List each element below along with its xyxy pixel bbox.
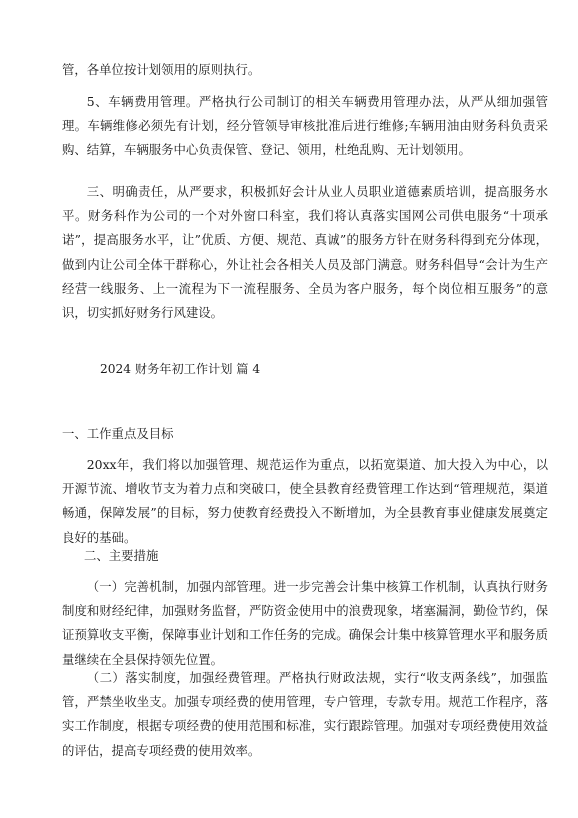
heading-goals: 一、工作重点及目标	[62, 426, 174, 441]
paragraph-responsibility	[62, 180, 548, 325]
paragraph-measure-1	[62, 575, 548, 672]
paragraph-text: （一）完善机制，加强内部管理。进一步完善会计集中核算工作机制，认真执行财务制度和财经纪律，加强财务监督，严防资金使用中的浪费现象，堵塞漏洞，勤俭节约，保证预算收支平衡，保障事业计划和工作任务的完成。确保会计集中核算管理水平和服务质量继续在全县保持领先位置。	[62, 579, 548, 667]
paragraph-measure-2	[62, 666, 548, 763]
paragraph-text: 5、车辆费用管理。严格执行公司制订的相关车辆费用管理办法，从严从细加强管理。车辆维修必须先有计划，经分管领导审核批准后进行维修;车辆用油由财务科负责采购、结算，车辆服务中心负责保管、登记、领用，杜绝乱购、无计划领用。	[62, 94, 548, 158]
section-title: 2024 财务年初工作计划 篇 4	[100, 362, 261, 376]
paragraph-vehicle-costs	[62, 90, 548, 163]
paragraph-text: （二）落实制度，加强经费管理。严格执行财政法规，实行“收支两条线”，加强监管，严禁坐收坐支。加强专项经费的使用管理，专户管理，专款专用。规范工作程序，落实工作制度，根据专项经费的使用范围和标准，实行跟踪管理。加强对专项经费使用效益的评估，提高专项经费的使用效率。	[62, 670, 548, 758]
paragraph-continuation	[62, 58, 548, 82]
paragraph-text: 三、明确责任，从严要求，积极抓好会计从业人员职业道德素质培训，提高服务水平。财务科作为公司的一个对外窗口科室，我们将认真落实国网公司供电服务“十项承诺”，提高服务水平，让”优质、方便、规范、真诚”的服务方针在财务科得到充分体现，做到内让公司全体干群称心，外让社会各相关人员及部门满意。财务科倡导“会计为生产经营一线服务、上一流程为下一流程服务、全员为客户服务，每个岗位相互服务”的意识，切实抓好财务行风建设。	[62, 184, 548, 320]
heading-measures: 二、主要措施	[84, 548, 159, 563]
paragraph-goals	[62, 453, 548, 550]
paragraph-text: 20xx年，我们将以加强管理、规范运作为重点，以拓宽渠道、加大投入为中心，以开源节流、增收节支为着力点和突破口，使全县教育经费管理工作达到“管理规范，渠道畅通，保障发展”的目标，努力使教育经费投入不断增加，为全县教育事业健康发展奠定良好的基础。	[62, 457, 548, 545]
paragraph-text: 管，各单位按计划领用的原则执行。	[62, 62, 261, 77]
